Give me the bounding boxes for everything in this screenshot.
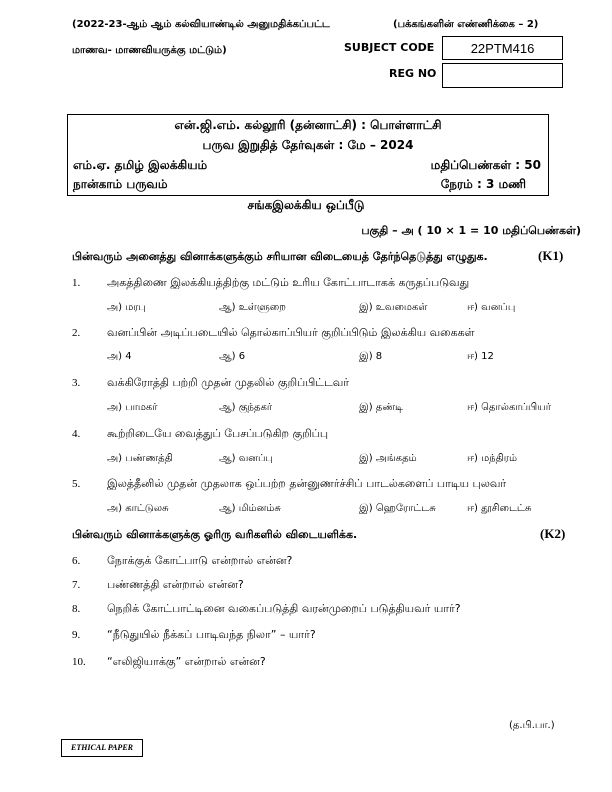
option-b: ஆ) மிம்னம்சு (219, 503, 281, 514)
subject-code-label: SUBJECT CODE (344, 41, 435, 54)
question-number: 10. (72, 656, 86, 668)
ethical-paper-stamp (61, 739, 143, 757)
option-d: ஈ) தொல்காப்பியர் (467, 402, 551, 413)
question-text: கூற்றிடையே வைத்துப் பேசப்படுகிற குறிப்பு (107, 427, 329, 440)
question-number: 7. (72, 579, 81, 591)
semester: நான்காம் பருவம் (73, 177, 168, 191)
question-number: 3. (72, 377, 81, 389)
option-b: ஆ) குந்தகர் (219, 402, 273, 413)
question-text: அகத்திணை இலக்கியத்திற்கு மட்டும் உரிய கோட்பாடாகக் கருதப்படுவது (107, 276, 470, 289)
course-name: எம்.ஏ. தமிழ் இலக்கியம் (73, 158, 208, 172)
instruction-mcq: பின்வரும் அனைத்து வினாக்களுக்கும் சரியான விடையைத் தேர்ந்தெடுத்து எழுதுக. (72, 250, 488, 263)
question-text: “எலிஜியாக்கு” என்றால் என்ன? (107, 655, 266, 668)
exam-title: பருவ இறுதித் தேர்வுகள் : மே – 2024 (202, 138, 414, 152)
question-number: 1. (72, 277, 81, 289)
question-number: 2. (72, 327, 81, 339)
question-text: இலத்தீனில் முதன் முதலாக ஒப்பற்ற தன்னுணர்ச்சிப் பாடல்களைப் பாடிய புலவர் (107, 477, 507, 490)
reg-no-box[interactable] (442, 63, 563, 88)
option-d: ஈ) தூசிடைட்சு (467, 503, 532, 514)
option-d: ஈ) 12 (467, 351, 494, 362)
total-marks: மதிப்பெண்கள் : 50 (430, 158, 541, 172)
option-a: அ) பாமகர் (107, 402, 158, 413)
option-d: ஈ) மந்திரம் (467, 453, 517, 464)
college-name: என்.ஜி.எம். கல்லூரி (தன்னாட்சி) : பொள்ளாட்சி (174, 118, 442, 132)
option-b: ஆ) உள்ளுறை (219, 302, 286, 313)
option-c: இ) அங்கதம் (359, 453, 417, 464)
option-a: அ) காட்டுலசு (107, 503, 169, 514)
paper-title: சங்கஇலக்கிய ஒப்பீடு (247, 198, 365, 212)
question-number: 9. (72, 629, 81, 641)
option-a: அ) 4 (107, 351, 132, 362)
duration: நேரம் : 3 மணி (440, 177, 526, 191)
question-number: 8. (72, 603, 81, 615)
ethical-paper-label: ETHICAL PAPER (70, 743, 133, 752)
option-b: ஆ) வனப்பு (219, 453, 273, 464)
question-text: நோக்குக் கோட்பாடு என்றால் என்ன? (107, 554, 293, 567)
question-text: நெறிக் கோட்பாட்டினை வகைப்படுத்தி வரன்முறைப் படுத்தியவர் யார்? (107, 602, 461, 615)
question-text: வனப்பின் அடிப்படையில் தொல்காப்பியர் குறிப்பிடும் இலக்கிய வகைகள் (107, 326, 475, 339)
question-number: 4. (72, 428, 81, 440)
option-c: இ) உவமைகள் (359, 302, 428, 313)
question-text: பண்ணத்தி என்றால் என்ன? (107, 578, 244, 591)
question-number: 5. (72, 478, 81, 490)
option-c: இ) தண்டி (359, 402, 404, 413)
student-note: மாணவ- மாணவியருக்கு மட்டும்) (72, 45, 227, 56)
option-d: ஈ) வனப்பு (467, 302, 516, 313)
option-a: அ) பண்ணத்தி (107, 453, 173, 464)
subject-code-value: 22PTM416 (470, 41, 535, 56)
question-number: 6. (72, 555, 81, 567)
instruction-short: பின்வரும் வினாக்களுக்கு ஓரிரு வரிகளில் விடையளிக்க. (72, 528, 358, 541)
please-turn-over: (த.பி.பா.) (509, 720, 555, 731)
reg-no-label: REG NO (389, 67, 437, 80)
k2-label: (K2) (540, 526, 566, 541)
exam-header-box (67, 114, 549, 196)
question-text: வக்கிரோத்தி பற்றி முதன் முதலில் குறிப்பிட்டவர் (107, 376, 350, 389)
option-b: ஆ) 6 (219, 351, 246, 362)
approval-note: (2022-23-ஆம் ஆம் கல்வியாண்டில் அனுமதிக்கப்பட்ட (72, 19, 330, 30)
subject-code-box (442, 36, 563, 60)
page-count: (பக்கங்களின் எண்ணிக்கை – 2) (393, 19, 539, 30)
part-a-heading: பகுதி – அ ( 10 × 1 = 10 மதிப்பெண்கள்) (361, 224, 581, 237)
k1-label: (K1) (538, 248, 564, 263)
option-c: இ) 8 (359, 351, 383, 362)
option-a: அ) மரபு (107, 302, 146, 313)
question-text: “நீடுதுயில் நீக்கப் பாடிவந்த நிலா” – யார்? (107, 628, 316, 641)
option-c: இ) ஹெரோட்டசு (359, 503, 436, 514)
